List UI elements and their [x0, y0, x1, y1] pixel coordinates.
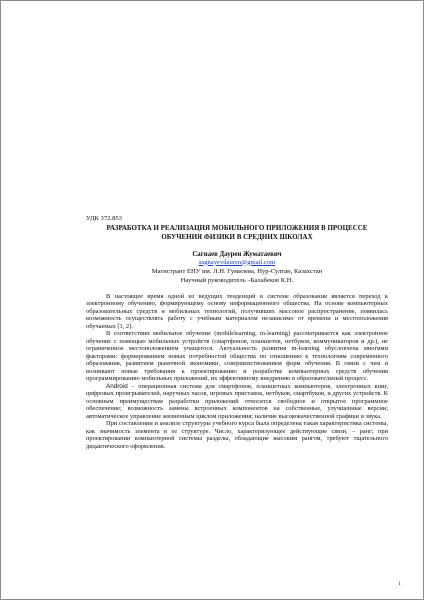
udk-code: УДК 372.853 — [86, 215, 122, 222]
article-title: РАЗРАБОТКА И РЕАЛИЗАЦИЯ МОБИЛЬНОГО ПРИЛОЖЕНИЯ В ПРОЦЕССЕ ОБУЧЕНИЯ ФИЗИКИ В СРЕДНИХ ШКОЛАХ — [106, 223, 368, 241]
author-email-link[interactable]: sagnayevdauren@gmail.com — [198, 258, 276, 266]
page-number: 1 — [398, 581, 401, 587]
paragraph-android — [86, 383, 388, 421]
author-affiliation: Магистрант ЕНУ им. Л.Н. Гумилева, Нур-Султан, Казахстан — [151, 267, 323, 275]
document-body — [86, 215, 388, 450]
paragraph-structure: При составлении и анализе структуры учебного курса была определена такая характеристика системы, как значимость элемента в ее структуре. Число, характеризующее действующие связи, – ранг; при проектировании компьютерной системы разделы, обладающие высоким рангом, требуют тщательного дидактического оформления. — [86, 420, 388, 450]
author-name: Сагнаев Даурен Жуматаевич — [192, 250, 282, 258]
paragraph-intro: В настоящее время одной из ведущих тенденций в системе образования является переход к электронному обучению, формирующему основу информационного общества. На основе компьютерных образовательных средств и мобильных технологий, получивших массовое распространение, появилась возможность осуществлять работу с учебным материалом независимо от времени и местоположения обучаемых [1, 2]. — [86, 292, 388, 330]
paragraph-mlearning: В соответствии мобильное обучение (mobilelearning, m-learning) рассматривается как электронное обучение с помощью мобильных устройств (смартфонов, планшетов, нетбуков, коммуникаторов и др.), не ограниченное местоположением учащегося. Актуальность развития m-learning обусловлена многими факторами: формированием новых потребностей общества по отношению к технологиям современного образования, развитием рыночной экономики, совершенствованием форм обучения. В связи с чем и возникают новые требования к проектированию и разработке компьютерных средств обучения программированию мобильных приложений, их эффективному внедрению в образовательный процесс. — [86, 330, 388, 382]
android-term: Android — [106, 382, 128, 390]
scientific-advisor: Научный руководитель –Балабеков К.Н. — [180, 276, 294, 284]
android-description: – операционная система для смартфонов, планшетных компьютеров, электронных книг, цифровых проигрывателей, наручных часов, игровых приставок, нетбуков, смартбуков, и других устройств. К основным преимуществам разработки приложений относятся свободное и открытое программное обеспечение; возможность замены встроенных компонентов на собственные, улучшенные версии; автоматическое управление жизненным циклом приложения; наличие высококачественной графики и звука. — [86, 382, 388, 420]
